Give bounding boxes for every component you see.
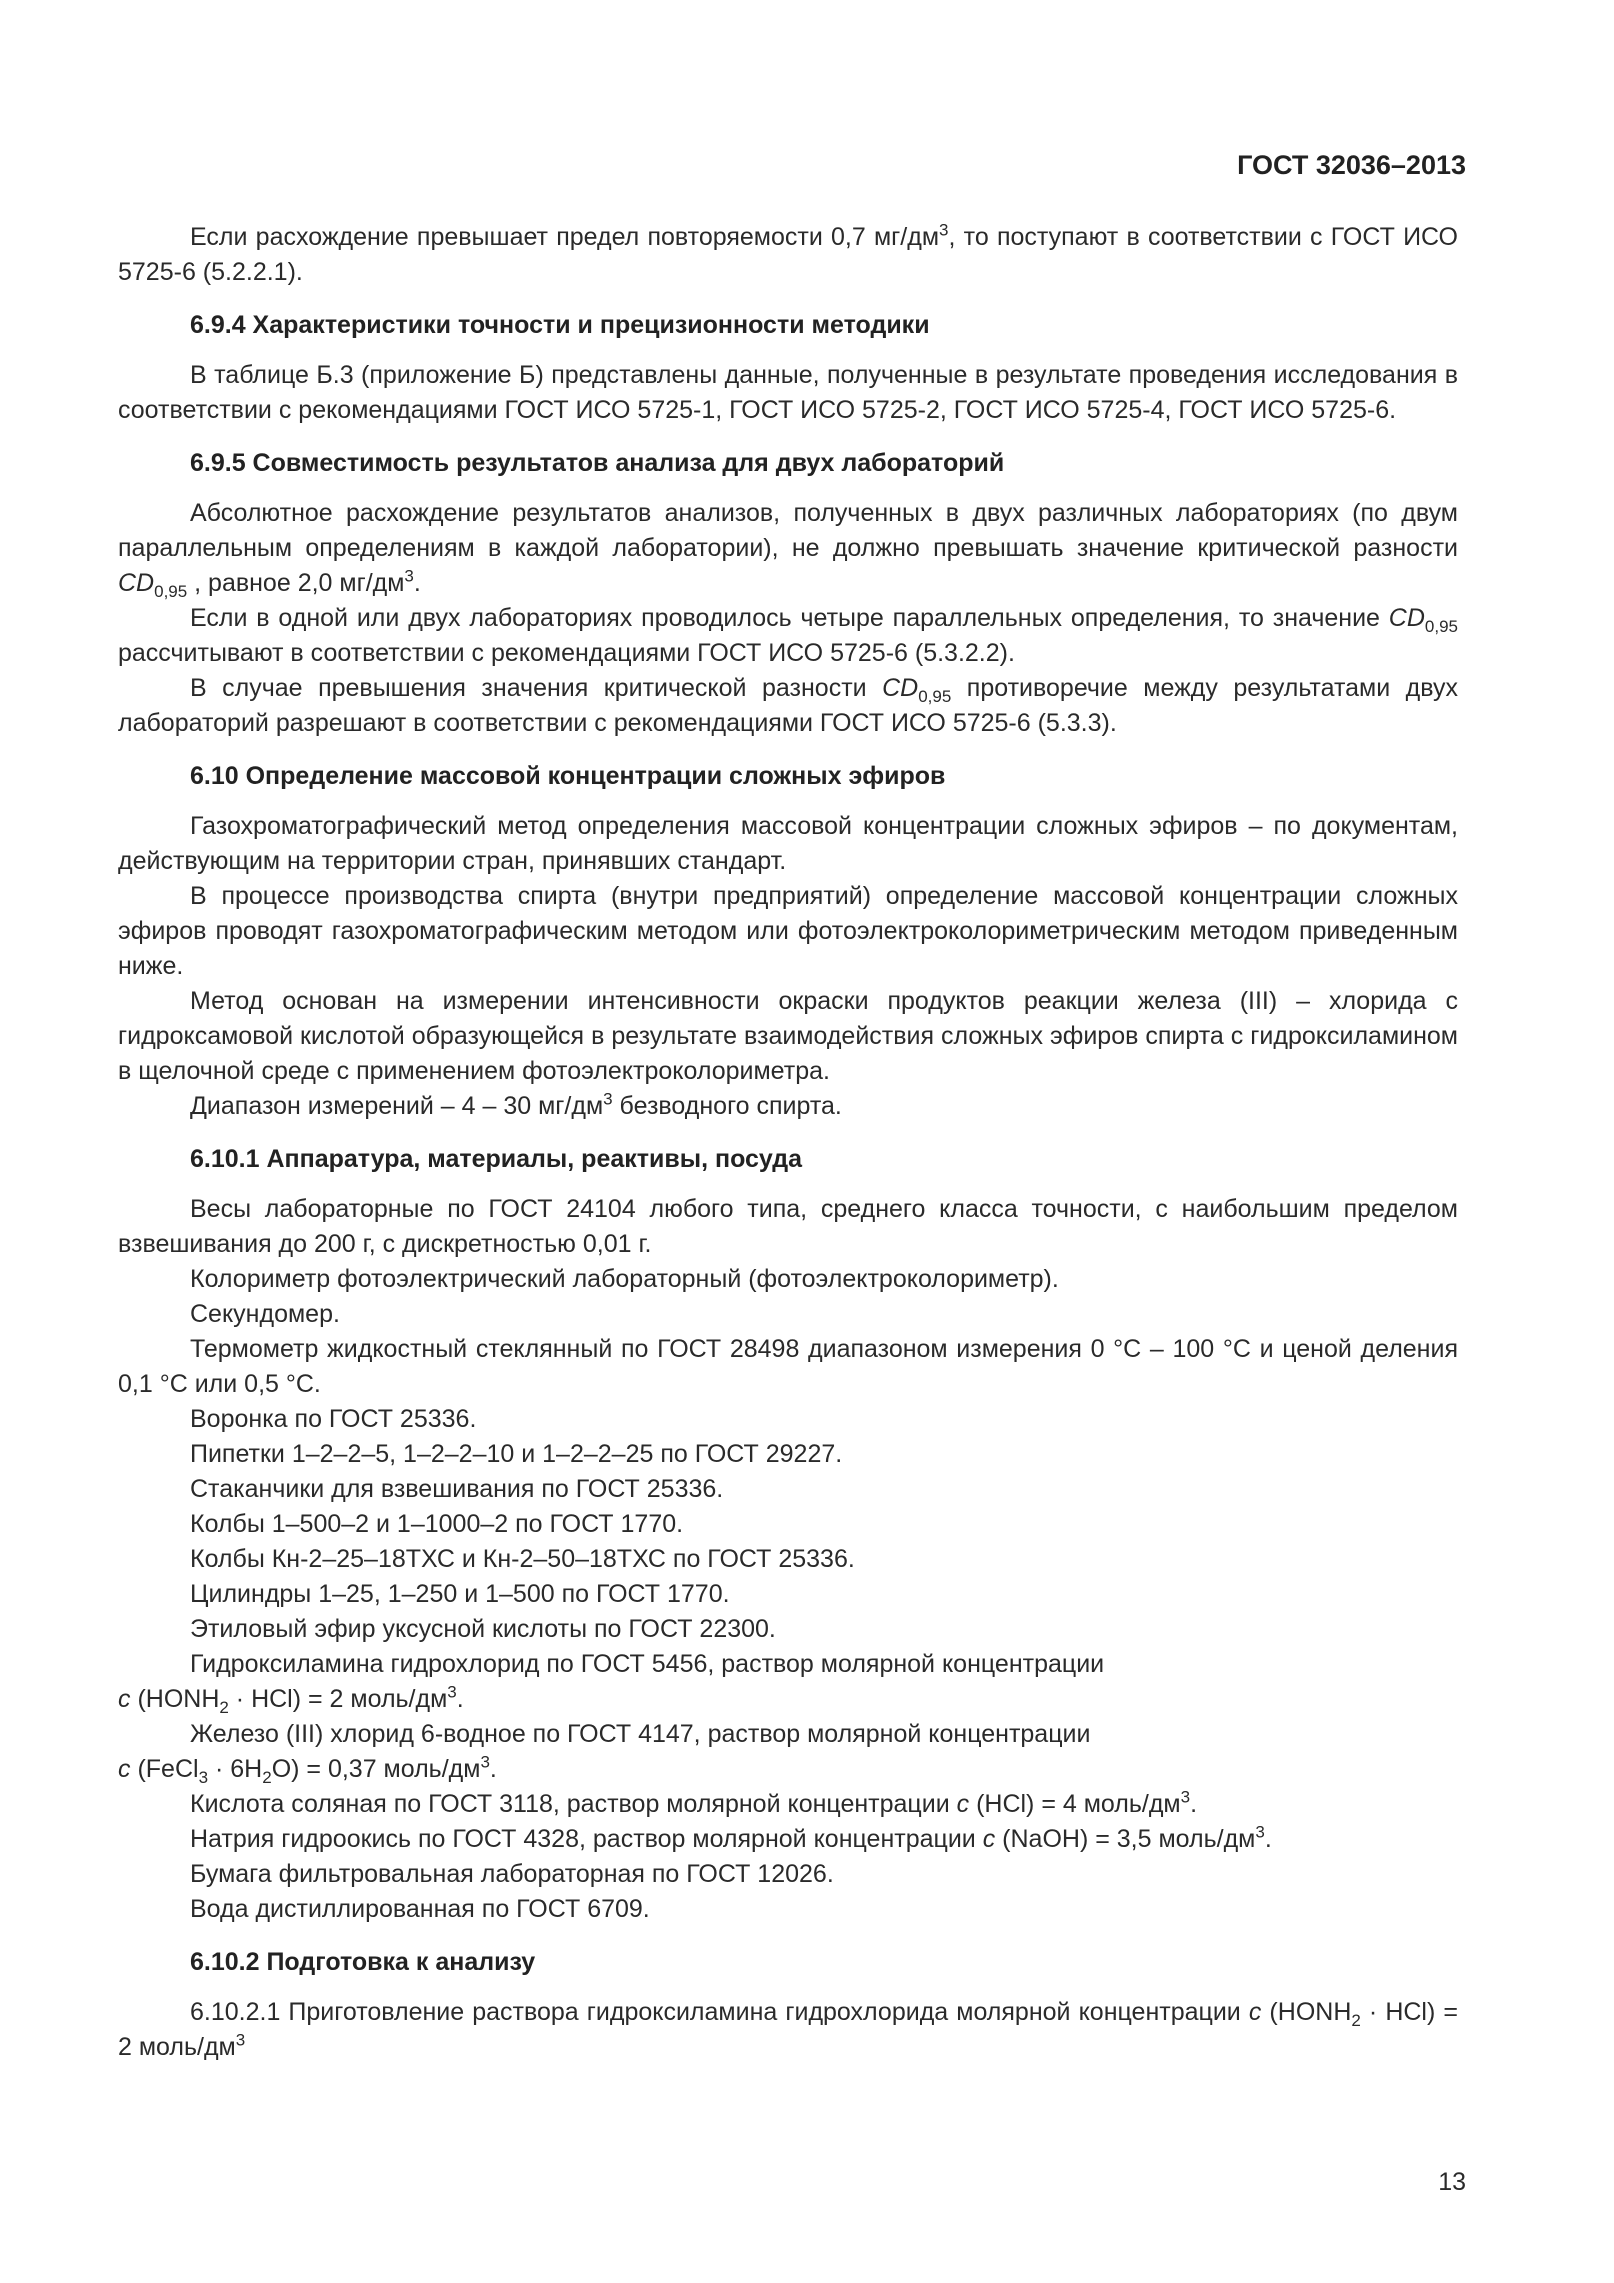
section-heading-6-10: 6.10 Определение массовой концентрации сложных эфиров [190,762,946,790]
list-item-hydroxylamine-formula: с $(HONH_2 \cdot HCl) = 2$ моль/$дм^3$. [118,1682,464,1717]
document-code-header: ГОСТ 32036–2013 [1237,150,1466,180]
paragraph-critical-difference: В случае превышения значения критической разности $CD_{0,95}$ противоречие между результатами двух лабораторий разрешают в соответствии с рекомендациями ГОСТ ИСО 5725-6 (5.3.3). [118,674,1458,737]
paragraph-6-10-2-1: 6.10.2.1 Приготовление раствора гидроксиламина гидрохлорида молярной концентрации с $(HONH_2 \cdot HCl) = 2$ моль/$дм^3$ [118,1998,1458,2061]
paragraph-repeatability: Если расхождение превышает предел повторяемости 0,7 $мг/дм^3$, то поступают в соответствии с ГОСТ ИСО 5725-6 (5.2.2.1). [118,220,1458,286]
list-item-sodium-hydroxide: Натрия гидроокись по ГОСТ 4328, раствор молярной концентрации с (NaOH) = 3,5 моль/$дм^3$. [190,1822,1272,1853]
section-heading-6-10-1: 6.10.1 Аппаратура, материалы, реактивы, посуда [190,1145,802,1173]
paragraph-production-process: В процессе производства спирта (внутри предприятий) определение массовой концентрации сложных эфиров проводят газохроматографическим методом или фотоэлектроколориметрическим методом приведенным ниже. [118,882,1458,980]
page-number: 13 [1438,2168,1466,2196]
list-item: Термометр жидкостный стеклянный по ГОСТ 28498 диапазоном измерения 0 °С – 100 °С и ценой деления 0,1 °С или 0,5 °С. [118,1335,1458,1398]
list-item: Весы лабораторные по ГОСТ 24104 любого типа, среднего класса точности, с наибольшим пределом взвешивания до 200 г, с дискретностью 0,01 г. [118,1195,1458,1258]
list-item: Пипетки 1–2–2–5, 1–2–2–10 и 1–2–2–25 по ГОСТ 29227. [190,1440,843,1468]
document-body [118,220,1458,2065]
section-heading-6-10-2: 6.10.2 Подготовка к анализу [190,1948,536,1976]
section-heading-6-9-5: 6.9.5 Совместимость результатов анализа для двух лабораторий [190,449,1005,477]
paragraph-four-determinations: Если в одной или двух лабораториях проводилось четыре параллельных определения, то значение $CD_{0,95}$ рассчитывают в соответствии с рекомендациями ГОСТ ИСО 5725-6 (5.3.2.2). [118,604,1458,667]
list-item: Колбы Кн-2–25–18ТХС и Кн-2–50–18ТХС по ГОСТ 25336. [190,1545,855,1573]
list-item: Цилиндры 1–25, 1–250 и 1–500 по ГОСТ 1770. [190,1580,730,1608]
list-item: Колориметр фотоэлектрический лабораторный (фотоэлектроколориметр). [190,1265,1059,1293]
list-item-iron-chloride-formula: с (FeCl$_3$ · $6H_2O) = 0,37$ моль/$дм^3$. [118,1752,497,1787]
list-item: Секундомер. [190,1300,340,1328]
paragraph-gas-chromatography: Газохроматографический метод определения массовой концентрации сложных эфиров – по документам, действующим на территории стран, принявших стандарт. [118,812,1458,875]
paragraph-measurement-range: Диапазон измерений – 4 – 30 $мг/дм^3$ безводного спирта. [190,1089,842,1120]
list-item-hydroxylamine: Гидроксиламина гидрохлорид по ГОСТ 5456, раствор молярной концентрации [190,1650,1105,1678]
list-item: Этиловый эфир уксусной кислоты по ГОСТ 22300. [190,1615,776,1643]
paragraph-method-basis: Метод основан на измерении интенсивности окраски продуктов реакции железа (III) – хлорида с гидроксамовой кислотой образующейся в результате взаимодействия сложных эфиров спирта с гидроксиламином в щелочной среде с применением фотоэлектроколориметра. [118,987,1458,1085]
list-item: Стаканчики для взвешивания по ГОСТ 25336. [190,1475,724,1503]
list-item: Бумага фильтровальная лабораторная по ГОСТ 12026. [190,1860,834,1888]
list-item: Воронка по ГОСТ 25336. [190,1405,477,1433]
list-item: Колбы 1–500–2 и 1–1000–2 по ГОСТ 1770. [190,1510,684,1538]
paragraph-table-b3: В таблице Б.3 (приложение Б) представлены данные, полученные в результате проведения исследования в соответствии с рекомендациями ГОСТ ИСО 5725-1, ГОСТ ИСО 5725-2, ГОСТ ИСО 5725-4, ГОСТ ИСО 5725-6. [118,361,1458,424]
section-heading-6-9-4: 6.9.4 Характеристики точности и прецизионности методики [190,311,930,339]
list-item-iron-chloride: Железо (III) хлорид 6-водное по ГОСТ 4147, раствор молярной концентрации [190,1720,1091,1748]
list-item-hydrochloric-acid: Кислота соляная по ГОСТ 3118, раствор молярной концентрации с (HCl) = 4 моль/$дм^3$. [190,1787,1198,1818]
paragraph-absolute-difference: Абсолютное расхождение результатов анализов, полученных в двух различных лабораториях (по двум параллельным определениям в каждой лаборатории), не должно превышать значение критической разности $CD_{0,95}$ , равное 2,0 $мг/дм^3$. [118,499,1458,601]
list-item: Вода дистиллированная по ГОСТ 6709. [190,1895,650,1923]
